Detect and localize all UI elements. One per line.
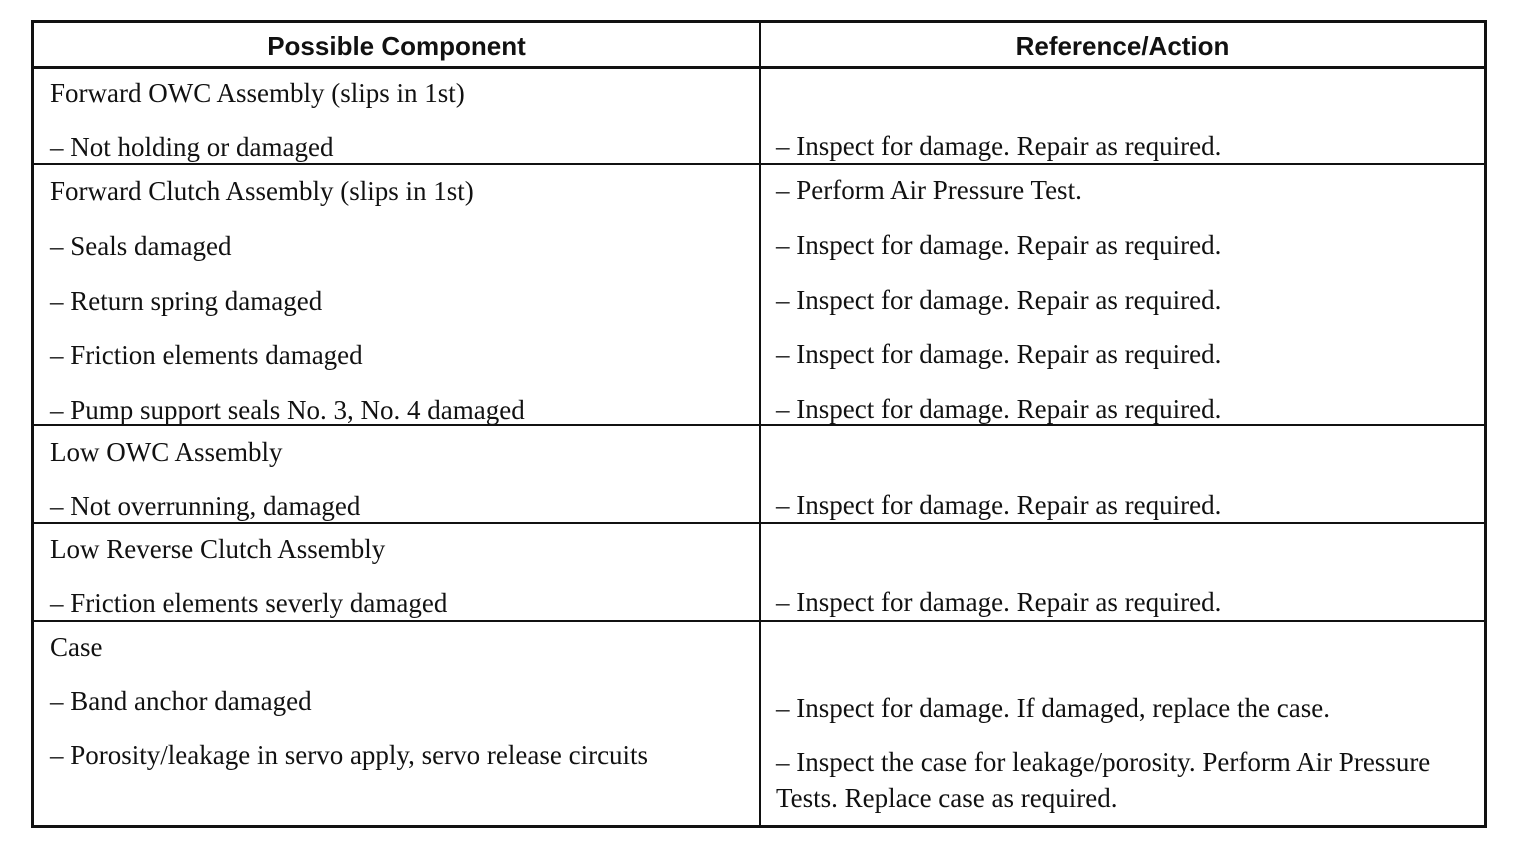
action-item: – Inspect for damage. Repair as required. [776, 285, 1222, 315]
component-item: – Not overrunning, damaged [50, 491, 361, 521]
action-item: – Inspect for damage. Repair as required. [776, 131, 1222, 161]
table-header [34, 23, 1484, 69]
component-heading: Low OWC Assembly [50, 437, 283, 467]
component-item: – Porosity/leakage in servo apply, servo release circuits [50, 740, 649, 770]
component-heading: Forward Clutch Assembly (slips in 1st) [50, 176, 474, 206]
table-row [34, 426, 1484, 524]
header-possible-component: Possible Component [267, 31, 526, 61]
action-item: – Inspect for damage. Repair as required. [776, 587, 1222, 617]
component-heading: Case [50, 632, 103, 662]
header-reference-action: Reference/Action [1015, 31, 1230, 61]
action-item: – Inspect the case for leakage/porosity. Perform Air Pressure Tests. Replace case as required. [776, 747, 1431, 813]
action-item: – Inspect for damage. Repair as required. [776, 339, 1222, 369]
component-item: – Friction elements severly damaged [50, 588, 448, 618]
component-item: – Return spring damaged [50, 286, 323, 316]
action-item: – Inspect for damage. Repair as required. [776, 490, 1222, 520]
action-item: – Inspect for damage. If damaged, replace the case. [776, 693, 1330, 723]
action-heading: – Perform Air Pressure Test. [776, 175, 1082, 205]
table-row [34, 524, 1484, 622]
component-heading: Forward OWC Assembly (slips in 1st) [50, 78, 465, 108]
component-item: – Band anchor damaged [50, 686, 312, 716]
table-row [34, 69, 1484, 165]
table-row [34, 165, 1484, 426]
component-item: – Seals damaged [50, 231, 232, 261]
action-item: – Inspect for damage. Repair as required. [776, 230, 1222, 260]
component-heading: Low Reverse Clutch Assembly [50, 534, 386, 564]
component-item: – Not holding or damaged [50, 132, 334, 162]
action-item: – Inspect for damage. Repair as required. [776, 394, 1222, 424]
diagnosis-table [31, 20, 1487, 828]
component-item: – Pump support seals No. 3, No. 4 damaged [50, 395, 525, 425]
table-row [34, 622, 1484, 825]
component-item: – Friction elements damaged [50, 340, 363, 370]
